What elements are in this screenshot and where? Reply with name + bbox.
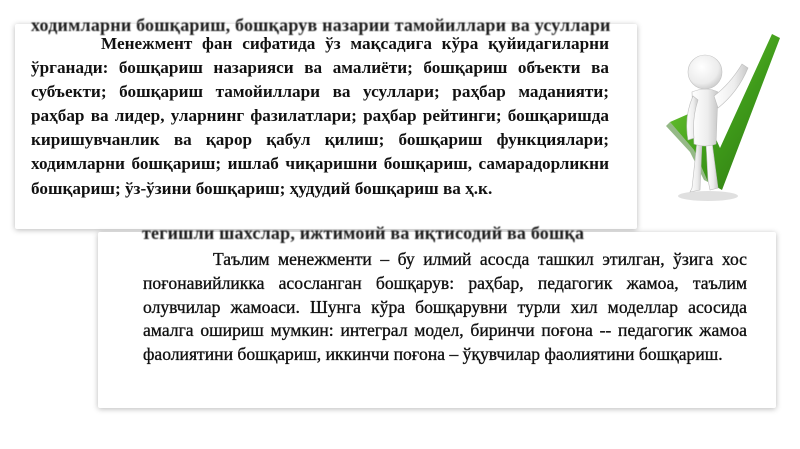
text-excerpt-top	[15, 15, 637, 229]
cutoff-text-line	[15, 15, 637, 35]
person-with-checkmark-icon	[650, 30, 790, 205]
paragraph-management-subjects: Менежмент фан сифатида ўз мақсадига кўра қуйидагиларни ўрганади: бошқариш назарияси ва амалиёти; бошқариш объекти ва субъекти; бошқариш тамойиллари ва усуллари; раҳбар маданияти; раҳбар ва лидер, уларнинг фазилатлари; раҳбар рейтинги; бошқаришда киришувчанлик ва қарор қабул қилиш; бошқариш функциялари; ходимларни бошқариш; ишлаб чиқаришни бошқариш, самарадорликни бошқариш; ўз-ўзини бошқариш; ҳудудий бошқариш ва ҳ.к.	[31, 34, 609, 198]
cutoff-text-line	[98, 223, 776, 243]
paragraph-education-management: Таълим менежменти – бу илмий асосда ташкил этилган, ўзига хос поғонавийликка асосланган бошқарув: раҳбар, педагогик жамоа, таълим олувчилар жамоаси. Шунга кўра бошқарувни турли хил моделлар асосида амалга ошириш мумкин: интеграл модел, биринчи поғона -- педагогик жамоа фаолиятини бошқариш, иккинчи поғона – ўқувчилар фаолиятини бошқариш.	[143, 249, 747, 365]
cutoff-text: ходимларни бошқариш, бошқарув назарии тамойиллари ва усуллари	[31, 15, 611, 35]
cutoff-text: тегишли шахслар, ижтимоий ва иқтисодий ва бошқа	[142, 223, 585, 243]
text-excerpt-bottom	[98, 223, 776, 408]
